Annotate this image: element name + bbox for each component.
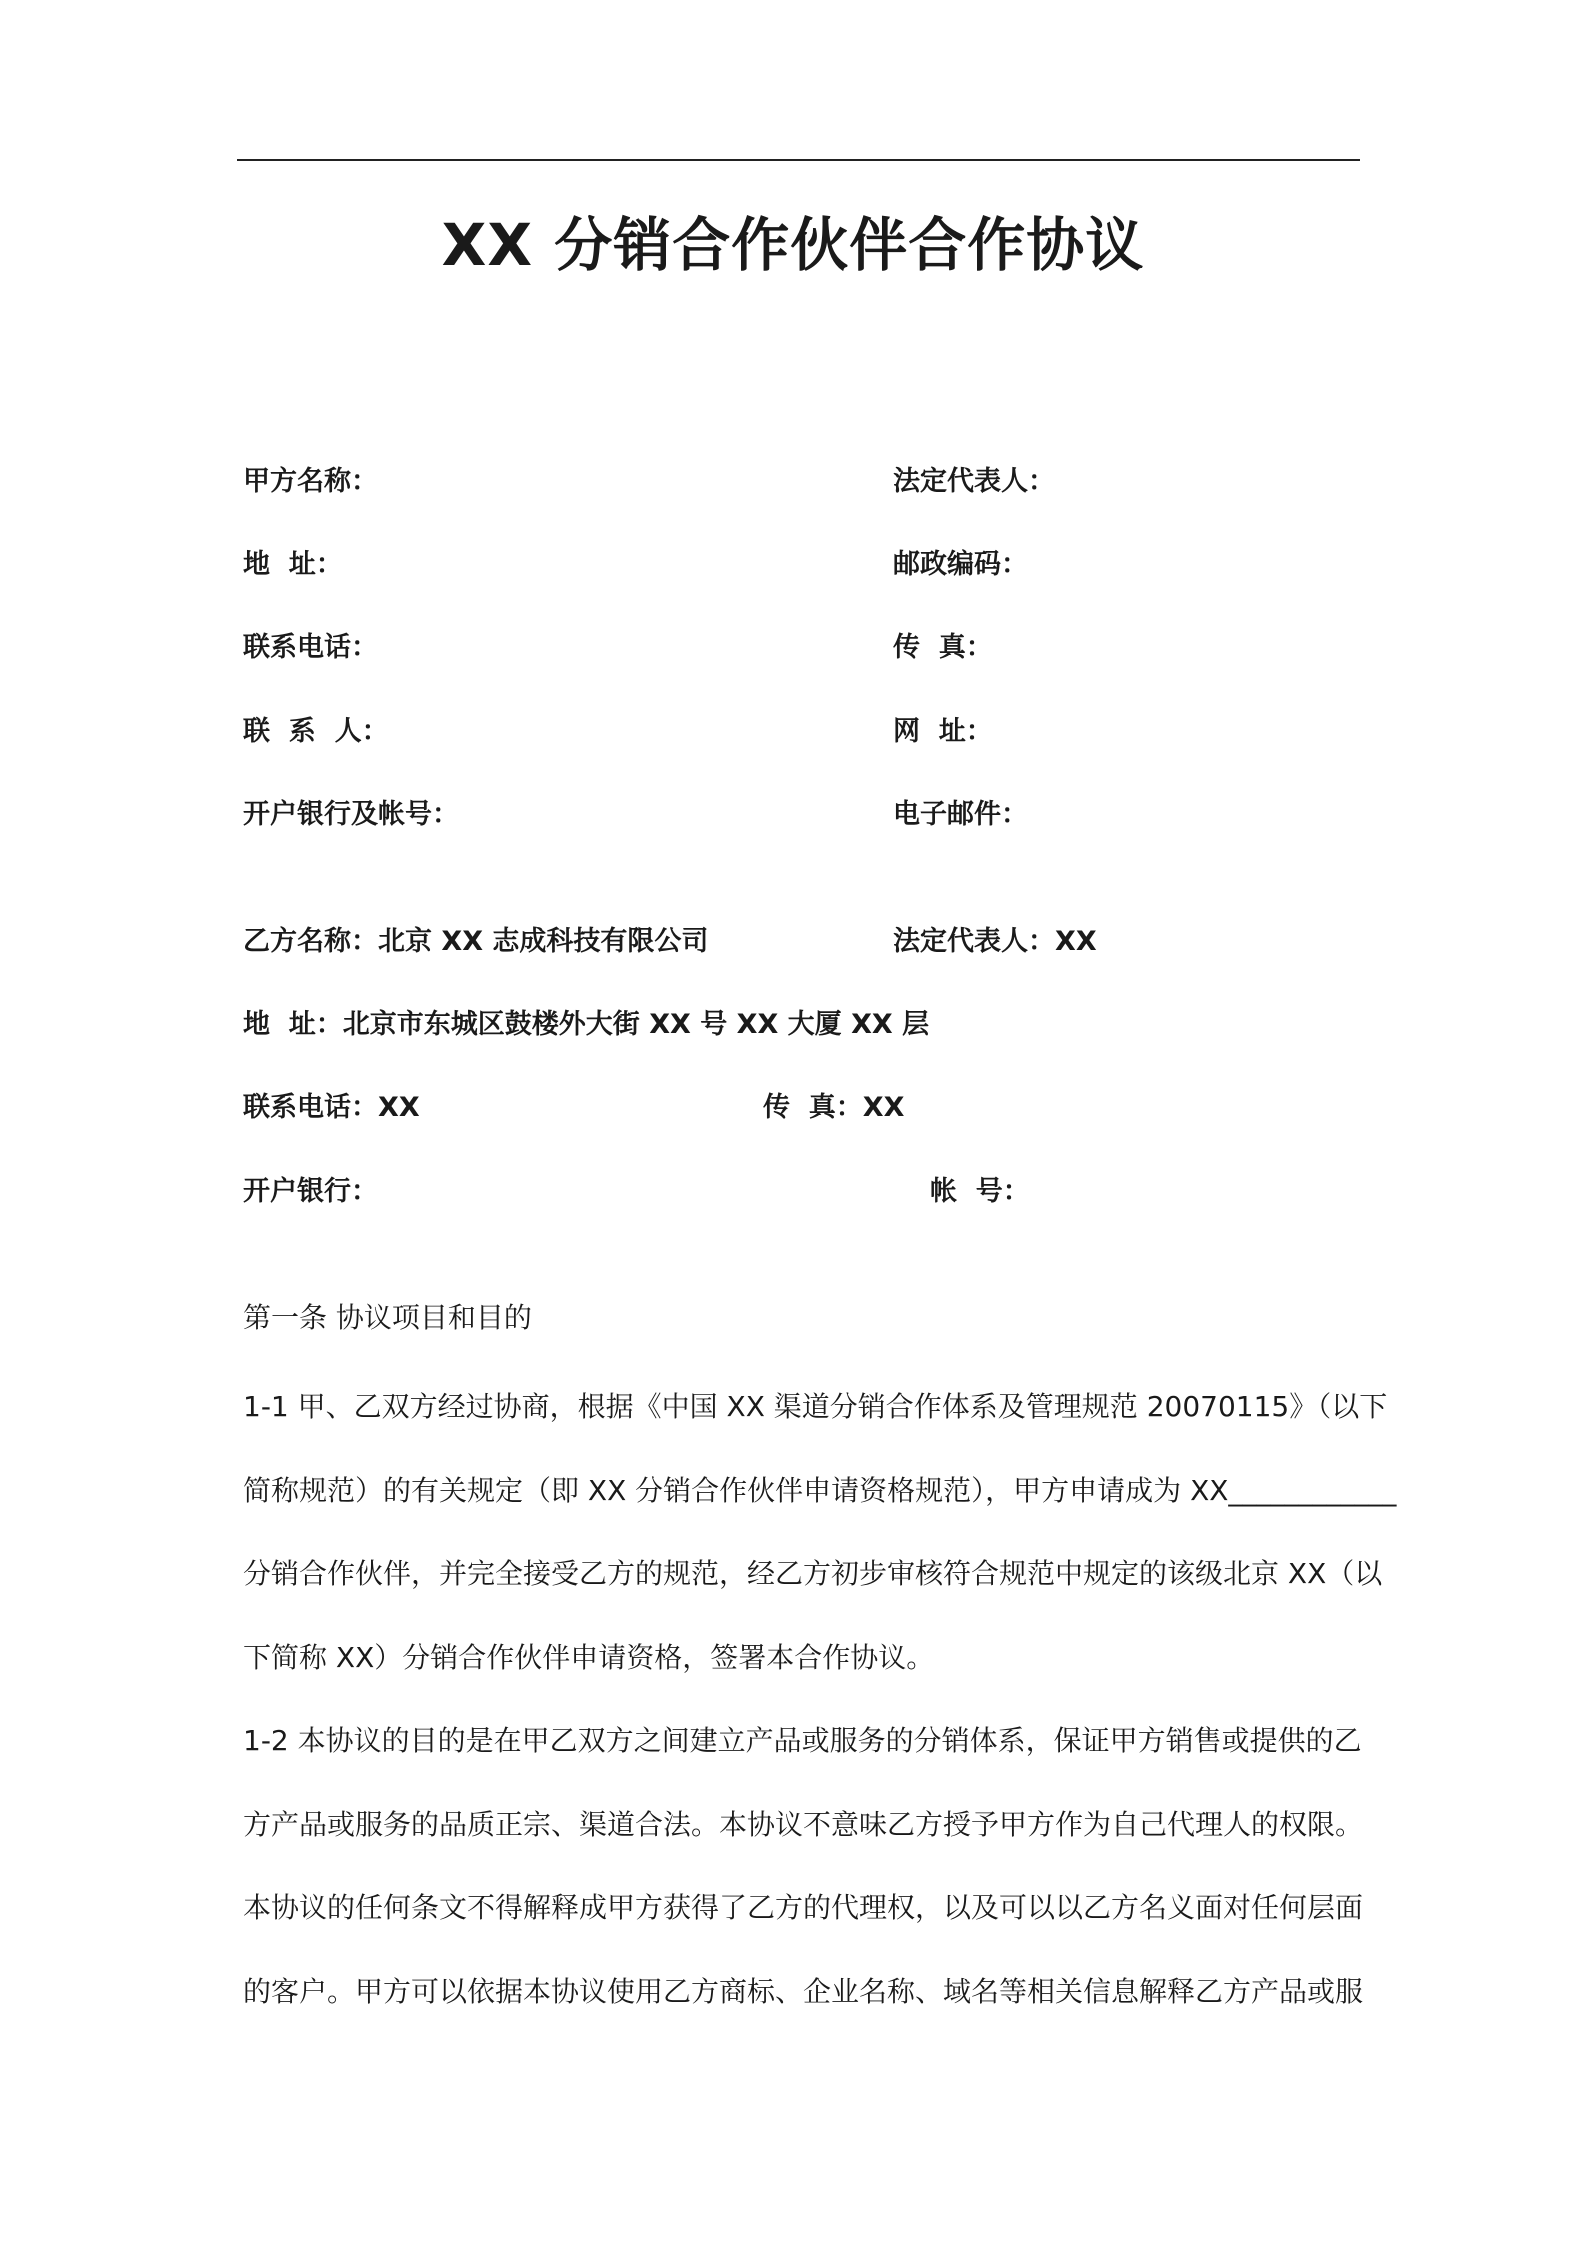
party-b-address: 地 址：北京市东城区鼓楼外大街 XX 号 XX 大厦 XX 层 [243, 1009, 930, 1040]
party-a-postal-code-label: 邮政编码： [893, 549, 1028, 580]
clause-1-1-line: 下简称 XX）分销合作伙伴申请资格，签署本合作协议。 [243, 1640, 935, 1674]
party-a-fax-label: 传 真： [893, 632, 993, 663]
clause-1-1-line: 简称规范）的有关规定（即 XX 分销合作伙伴申请资格规范），甲方申请成为 XX____________ [243, 1473, 1397, 1507]
document-title: XX 分销合作伙伴合作协议 [441, 211, 1145, 279]
party-b-name: 乙方名称：北京 XX 志成科技有限公司 [243, 926, 709, 957]
clause-1-2 [243, 1699, 1364, 2033]
party-a-bank-account-label: 开户银行及帐号： [243, 799, 459, 830]
article-1-heading: 第一条 协议项目和目的 [243, 1301, 532, 1334]
clause-1-2-line: 方产品或服务的品质正宗、渠道合法。本协议不意味乙方授予甲方作为自己代理人的权限。 [243, 1807, 1364, 1841]
party-a-address-label: 地 址： [243, 549, 343, 580]
party-a-legal-rep-label: 法定代表人： [893, 466, 1055, 497]
party-a-website-label: 网 址： [893, 716, 993, 747]
clause-1-2-line: 1-2 本协议的目的是在甲乙双方之间建立产品或服务的分销体系，保证甲方销售或提供的乙 [243, 1724, 1362, 1757]
party-b-fax: 传 真：XX [763, 1092, 905, 1123]
header-rule [237, 159, 1360, 161]
party-a-contact-label: 联 系 人： [243, 716, 389, 747]
party-b-legal-rep: 法定代表人：XX [893, 926, 1097, 957]
party-a-phone-label: 联系电话： [243, 632, 378, 663]
clause-1-1-line: 1-1 甲、乙双方经过协商，根据《中国 XX 渠道分销合作体系及管理规范 20070115》（以下 [243, 1390, 1388, 1423]
party-b-account-label: 帐 号： [930, 1176, 1030, 1207]
clause-1-2-line: 本协议的任何条文不得解释成甲方获得了乙方的代理权，以及可以以乙方名义面对任何层面 [243, 1891, 1364, 1924]
party-a-name-label: 甲方名称： [243, 466, 378, 497]
clause-1-1-line: 分销合作伙伴，并完全接受乙方的规范，经乙方初步审核符合规范中规定的该级北京 XX（以 [243, 1557, 1383, 1590]
party-b-bank-label: 开户银行： [243, 1176, 378, 1207]
party-b-phone: 联系电话：XX [243, 1092, 420, 1123]
party-a-email-label: 电子邮件： [893, 799, 1028, 830]
clause-1-2-line: 的客户。甲方可以依据本协议使用乙方商标、企业名称、域名等相关信息解释乙方产品或服 [243, 1974, 1364, 2008]
clause-1-1 [243, 1365, 1397, 1699]
